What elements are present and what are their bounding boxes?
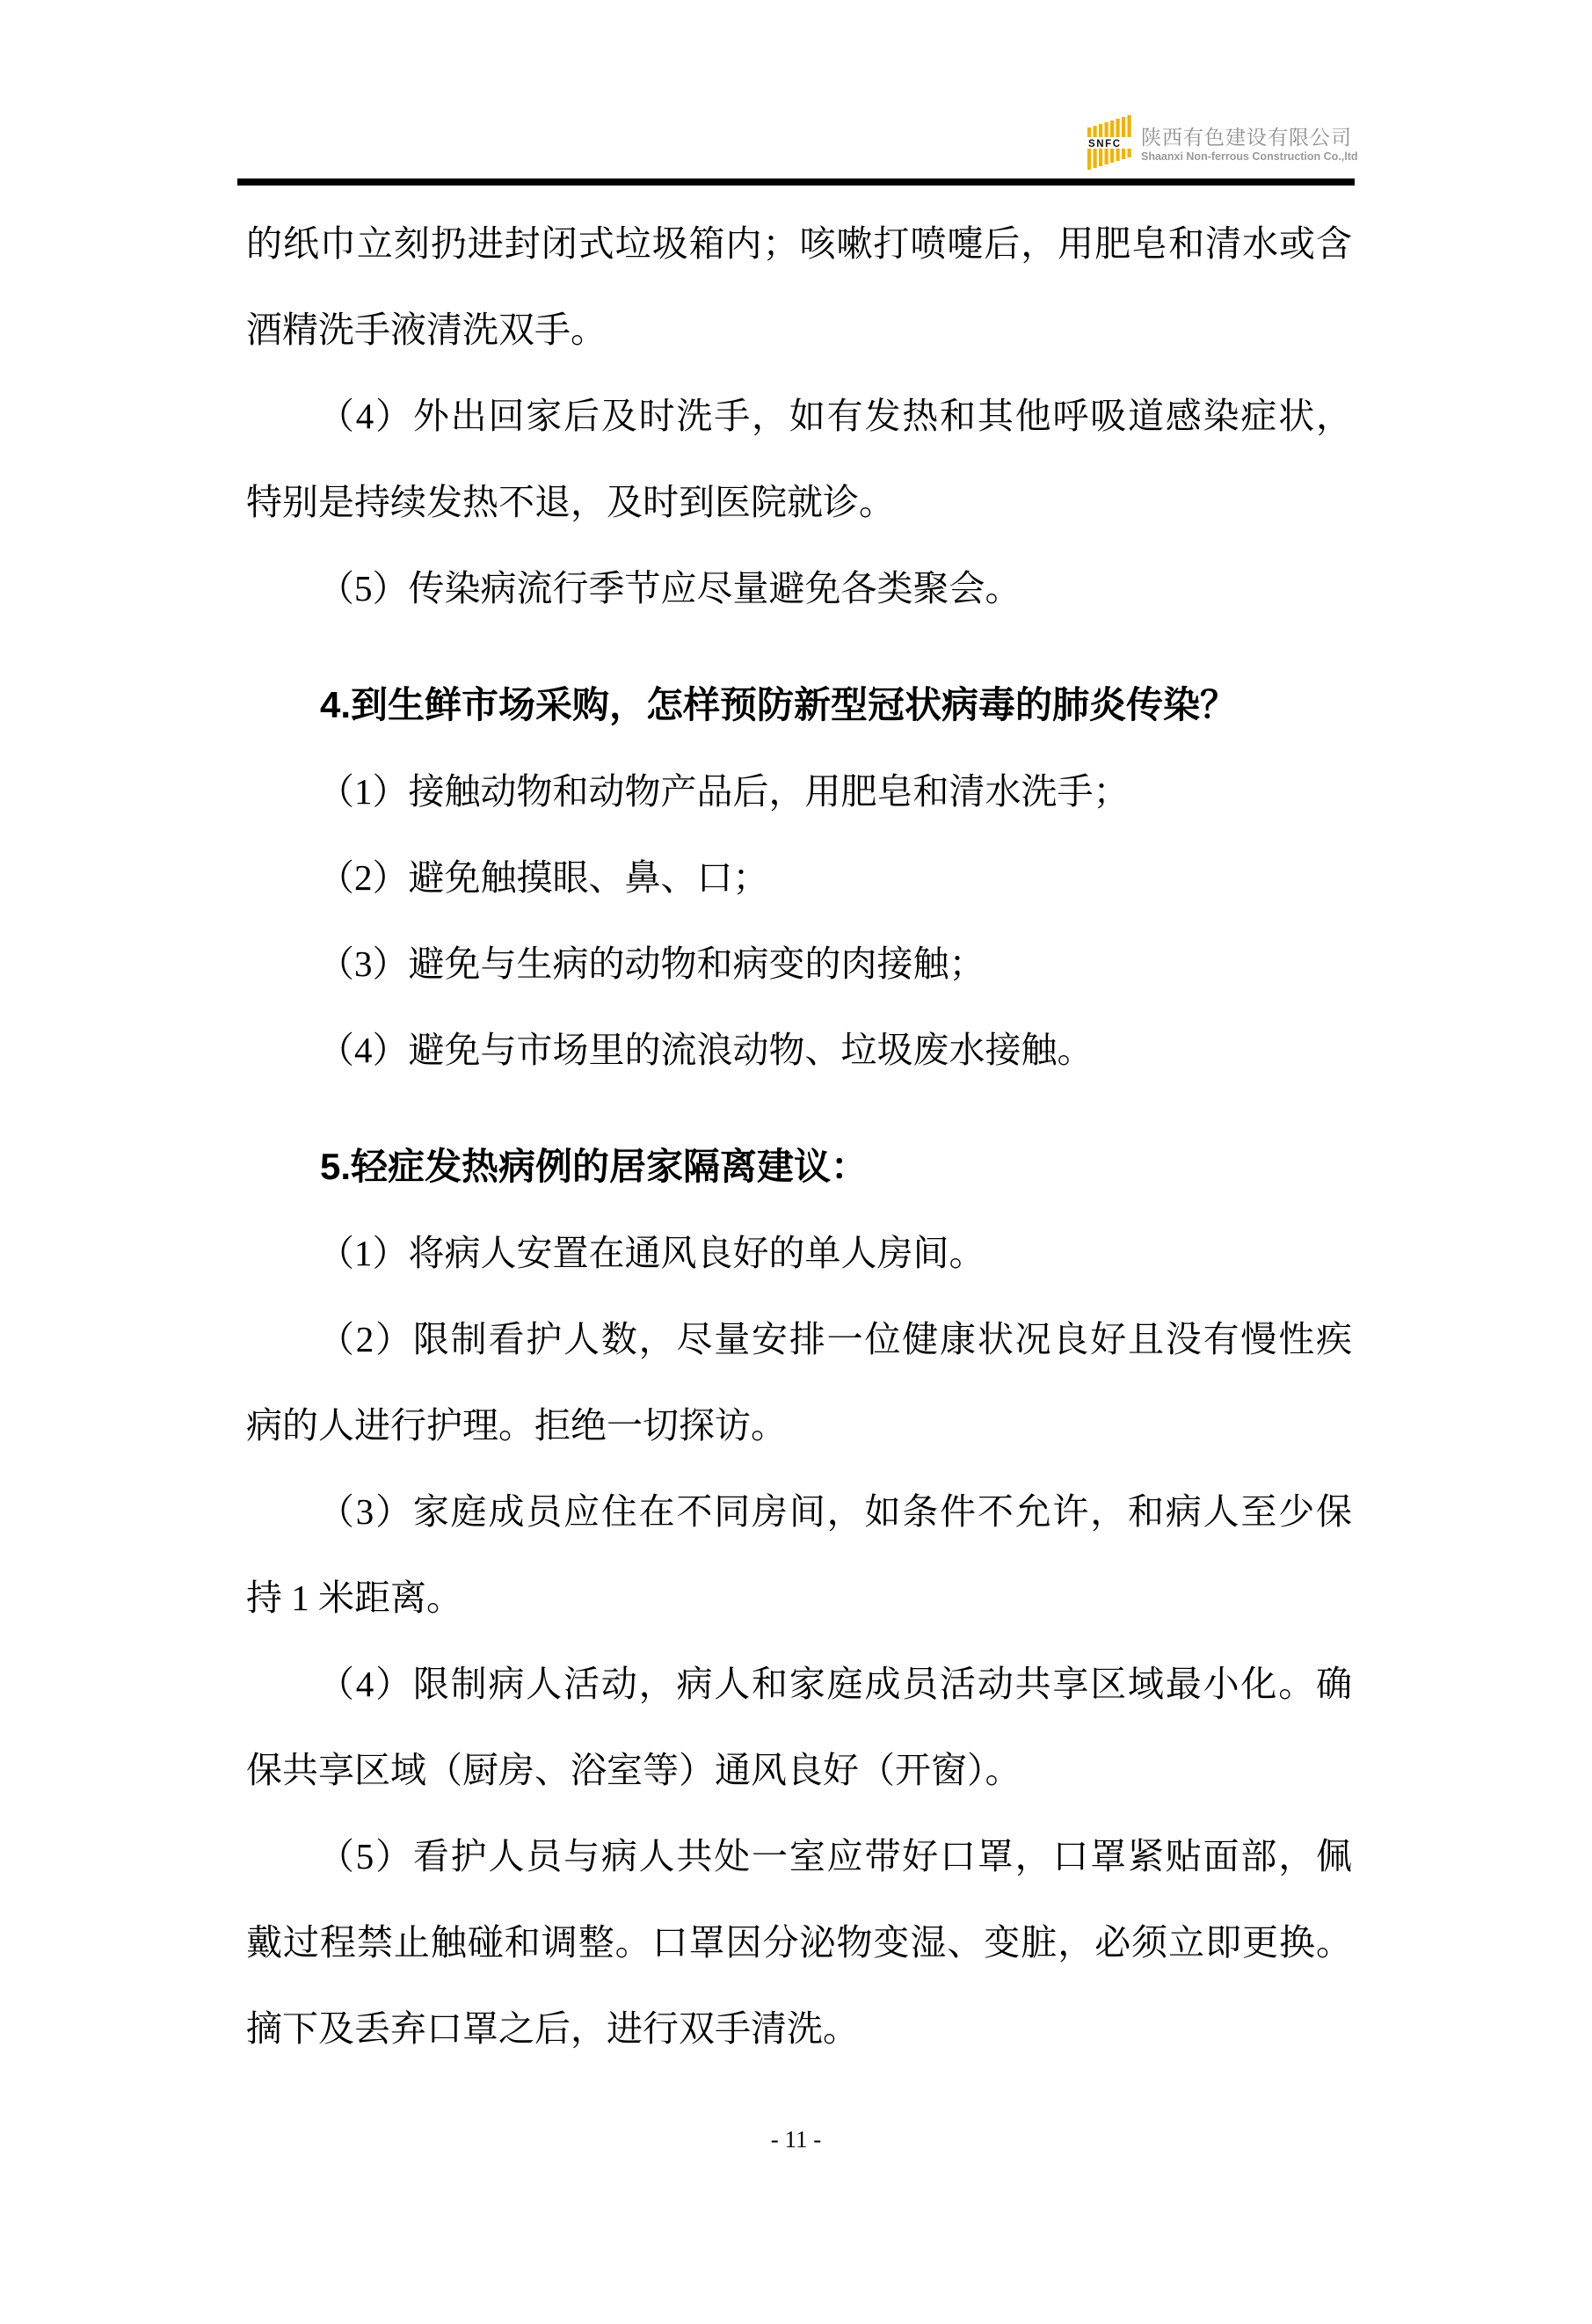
company-name-zh: 陕西有色建设有限公司 [1141, 126, 1352, 149]
text-line: （4）外出回家后及时洗手，如有发热和其他呼吸道感染症状， [318, 396, 1352, 436]
text-line: （1）接触动物和动物产品后，用肥皂和清水洗手； [318, 771, 1130, 812]
text-line: （2）避免触摸眼、鼻、口； [318, 857, 769, 898]
header-divider [237, 178, 1355, 186]
logo-abbr-text: SNFC [1088, 139, 1122, 149]
text-line: （4）限制病人活动，病人和家庭成员活动共享区域最小化。确 [318, 1664, 1352, 1704]
text-line: （2）限制看护人数，尽量安排一位健康状况良好且没有慢性疾 [318, 1319, 1352, 1359]
text-line: 保共享区域（厨房、浴室等）通风良好（开窗）。 [246, 1750, 1021, 1790]
section-heading: 4.到生鲜市场采购，怎样预防新型冠状病毒的肺炎传染？ [320, 684, 1238, 725]
text-line: 持 1 米距离。 [246, 1577, 462, 1618]
company-logo-icon [1087, 115, 1133, 170]
text-line: （3）避免与生病的动物和病变的肉接触； [318, 943, 985, 984]
text-line: （4）避免与市场里的流浪动物、垃圾废水接触。 [318, 1030, 1094, 1070]
document-body [246, 200, 1352, 2072]
text-line: 的纸巾立刻扔进封闭式垃圾箱内；咳嗽打喷嚏后，用肥皂和清水或含 [246, 223, 1352, 264]
text-line: （3）家庭成员应住在不同房间，如条件不允许，和病人至少保 [318, 1491, 1352, 1532]
text-line: （5）看护人员与病人共处一室应带好口罩，口罩紧贴面部，佩 [318, 1836, 1352, 1876]
text-line: 酒精洗手液清洗双手。 [246, 310, 607, 350]
text-line: 摘下及丢弃口罩之后，进行双手清洗。 [246, 2008, 859, 2049]
company-name-block [1141, 126, 1370, 164]
text-line: 戴过程禁止触碰和调整。口罩因分泌物变湿、变脏，必须立即更换。 [246, 1922, 1352, 1963]
text-line: （5）传染病流行季节应尽量避免各类聚会。 [318, 568, 1021, 608]
text-line: 特别是持续发热不退，及时到医院就诊。 [246, 482, 895, 522]
text-line: 病的人进行护理。拒绝一切探访。 [246, 1405, 787, 1446]
company-name-en: Shaanxi Non-ferrous Construction Co.,ltd [1141, 150, 1358, 163]
page-number: - 11 - [770, 2126, 822, 2153]
text-line: （1）将病人安置在通风良好的单人房间。 [318, 1233, 985, 1273]
section-heading: 5.轻症发热病例的居家隔离建议： [320, 1146, 869, 1187]
